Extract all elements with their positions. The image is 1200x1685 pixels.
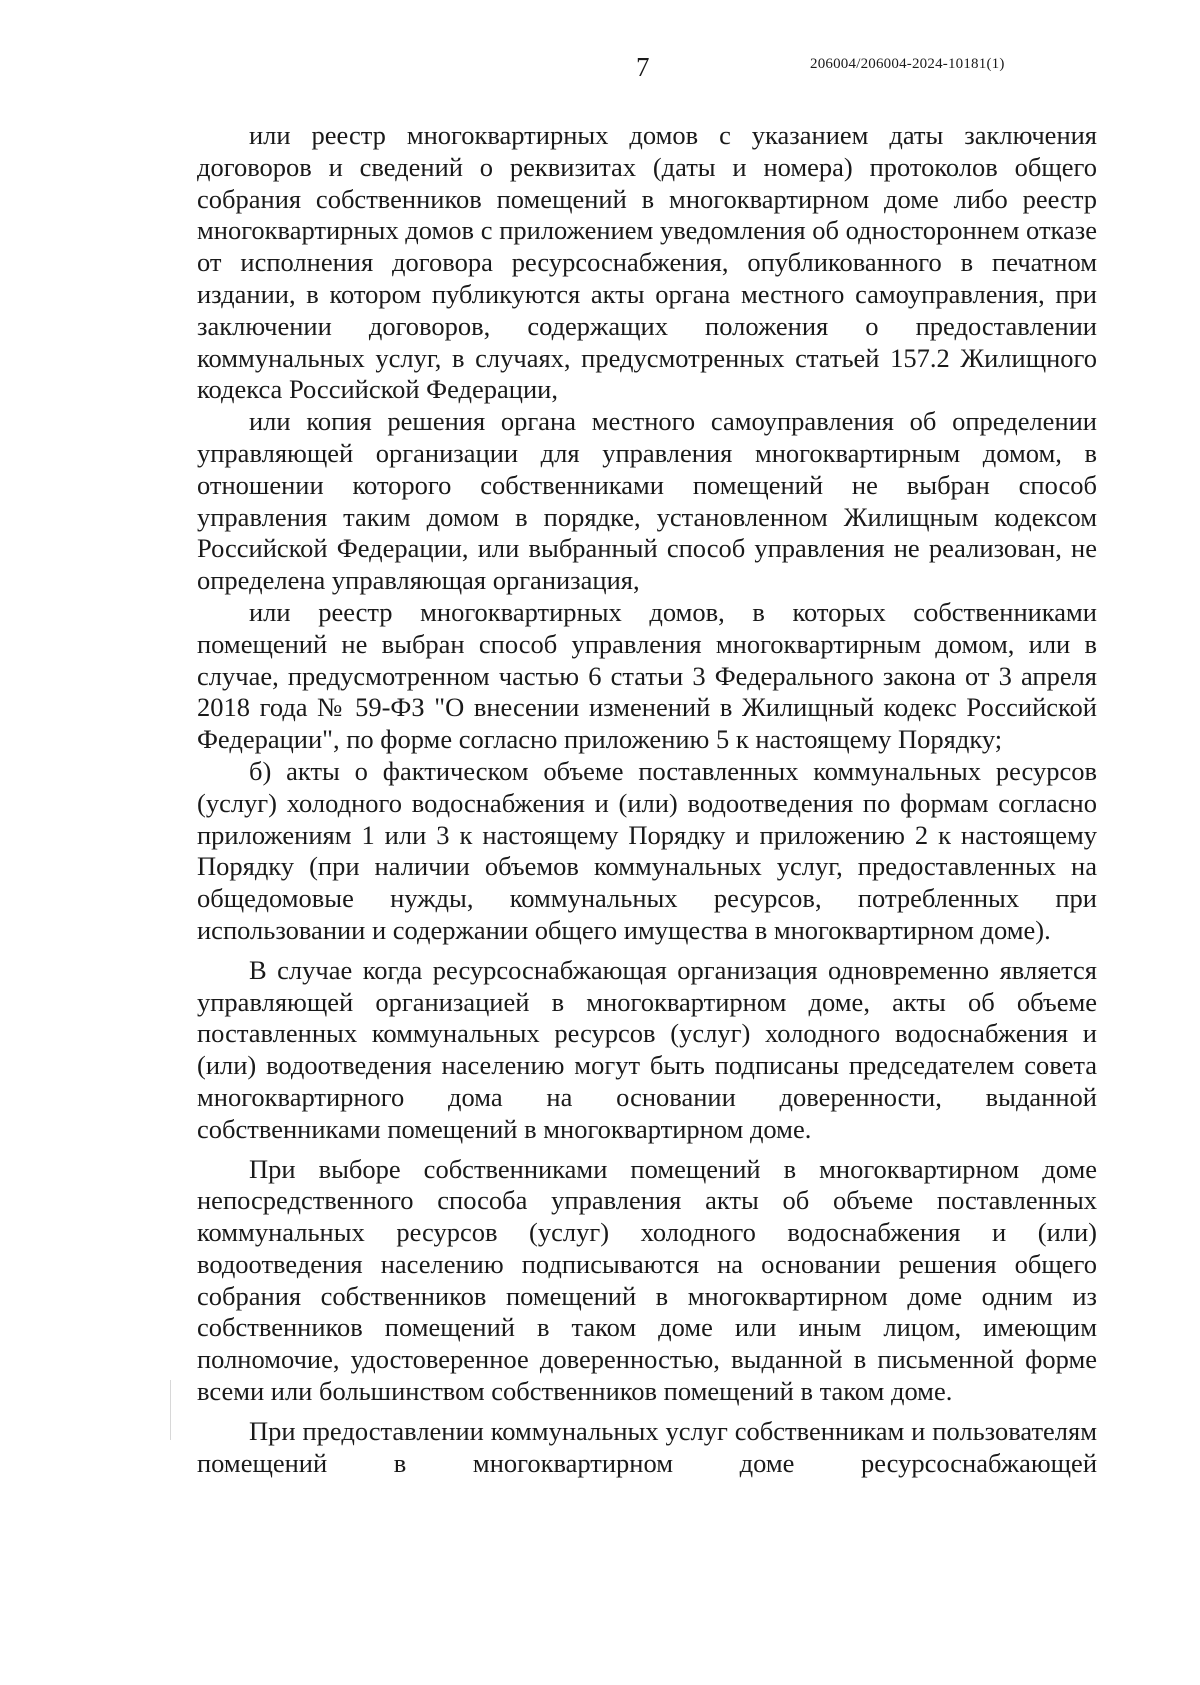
document-id: 206004/206004-2024-10181(1) [810, 56, 1005, 72]
paragraph-direct-management: При выборе собственниками помещений в многоквартирном доме непосредственного способа управления акты об объеме поставленных коммунальных ресурсов (услуг) холодного водоснабжения и (или) водоотведения населению подписываются на основании решения общего собрания собственников помещений в многоквартирном доме одним из собственников помещений в таком доме или иным лицом, имеющим полномочие, удостоверенное доверенностью, выданной в письменной форме всеми или большинством собственников помещений в таком доме. [197, 1153, 1097, 1407]
paragraph-registry-contracts: или реестр многоквартирных домов с указанием даты заключения договоров и сведений о реквизитах (даты и номера) протоколов общего собрания собственников помещений в многоквартирном доме либо реестр многоквартирных домов с приложением уведомления об одностороннем отказе от исполнения договора ресурсоснабжения, опубликованного в печатном издании, в котором публикуются акты органа местного самоуправления, при заключении договоров, содержащих положения о предоставлении коммунальных услуг, в случаях, предусмотренных статьей 157.2 Жилищного кодекса Российской Федерации, [197, 120, 1097, 405]
paragraph-registry-no-management: или реестр многоквартирных домов, в которых собственниками помещений не выбран способ управления многоквартирным домом, или в случае, предусмотренном частью 6 статьи 3 Федерального закона от 3 апреля 2018 года № 59-ФЗ "О внесении изменений в Жилищный кодекс Российской Федерации", по форме согласно приложению 5 к настоящему Порядку; [197, 596, 1097, 755]
paragraph-managing-organization: В случае когда ресурсоснабжающая организация одновременно является управляющей организацией в многоквартирном доме, акты об объеме поставленных коммунальных ресурсов (услуг) холодного водоснабжения и (или) водоотведения населению могут быть подписаны председателем совета многоквартирного дома на основании доверенности, выданной собственниками помещений в многоквартирном доме. [197, 954, 1097, 1144]
paragraph-supply-acts: б) акты о фактическом объеме поставленных коммунальных ресурсов (услуг) холодного водоснабжения и (или) водоотведения по формам согласно приложениям 1 или 3 к настоящему Порядку и приложению 2 к настоящему Порядку (при наличии объемов коммунальных услуг, предоставленных на общедомовые нужды, коммунальных ресурсов, потребленных при использовании и содержании общего имущества в многоквартирном доме). [197, 755, 1097, 945]
paragraph-municipal-decision: или копия решения органа местного самоуправления об определении управляющей организации для управления многоквартирным домом, в отношении которого собственниками помещений не выбран способ управления таким домом в порядке, установленном Жилищным кодексом Российской Федерации, или выбранный способ управления не реализован, не определена управляющая организация, [197, 406, 1097, 596]
paragraph-provision-services: При предоставлении коммунальных услуг собственникам и пользователям помещений в многоквартирном доме ресурсоснабжающей [197, 1415, 1097, 1478]
scan-margin-mark [170, 1380, 171, 1440]
page-number: 7 [636, 52, 650, 82]
document-body [197, 120, 1097, 1479]
